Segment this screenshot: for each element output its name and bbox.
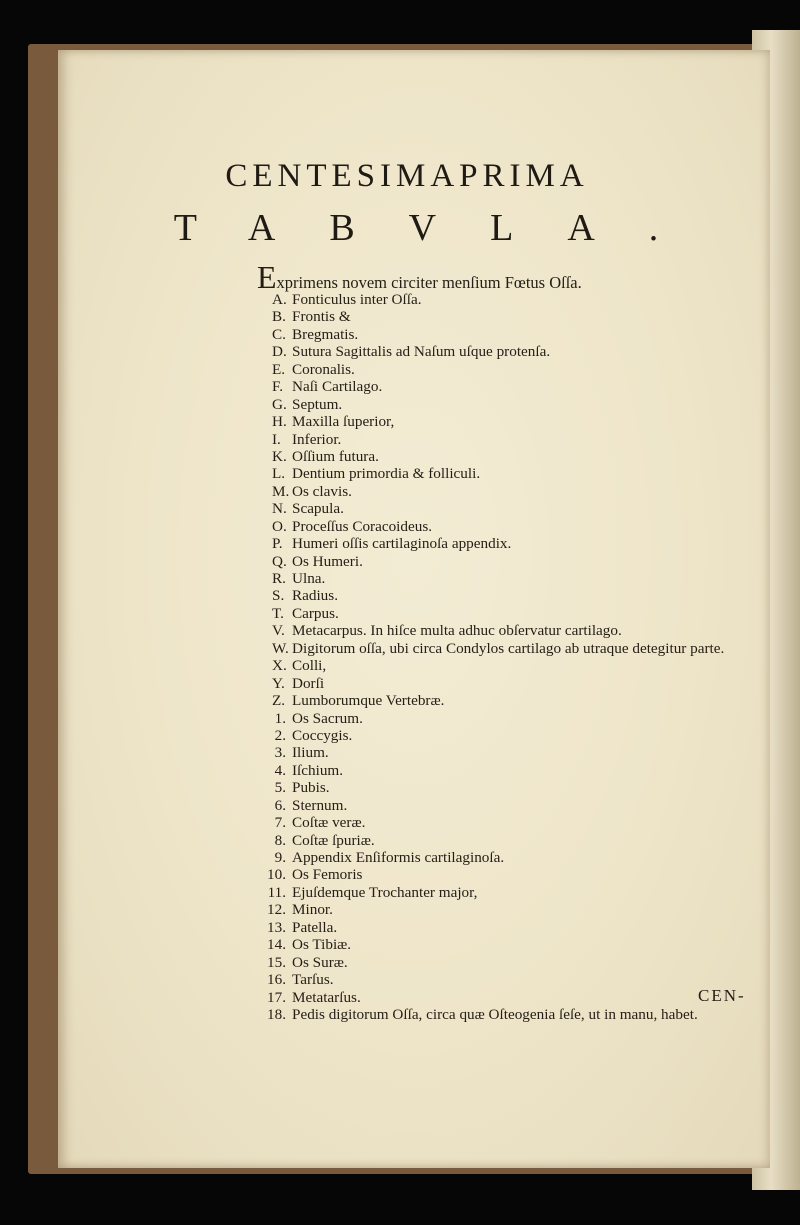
initial-letter: E <box>257 259 277 295</box>
legend-key: T. <box>272 604 284 622</box>
legend-text: Fonticulus inter Oſſa. <box>292 291 422 308</box>
legend-text: Coccygis. <box>292 726 353 744</box>
catchword: CEN- <box>698 986 746 1005</box>
legend-key: 4. <box>274 761 286 779</box>
legend-entry <box>258 640 724 657</box>
legend-entry <box>258 308 724 325</box>
legend-text: Scapula. <box>292 500 344 518</box>
legend-key: W. <box>272 639 289 657</box>
legend-key: 17. <box>267 988 286 1006</box>
legend-entry <box>258 832 724 849</box>
legend-text: Coſtæ ſpuriæ. <box>292 831 375 849</box>
legend-text: Patella. <box>292 918 338 936</box>
legend-key: 7. <box>274 814 286 832</box>
legend-key: 10. <box>267 866 286 884</box>
legend-entry <box>258 483 724 500</box>
legend-key: 8. <box>274 831 286 849</box>
legend-entry <box>258 657 724 674</box>
legend-entry <box>258 605 724 622</box>
legend-entry <box>258 954 724 971</box>
legend-entry <box>258 448 724 465</box>
legend-entry <box>258 901 724 918</box>
legend-entry <box>258 343 724 360</box>
legend-key: A. <box>272 291 287 308</box>
legend-key: F. <box>272 378 284 396</box>
legend-key: K. <box>272 447 287 465</box>
legend-text: Lumborumque Vertebræ. <box>292 692 445 710</box>
legend-key: Y. <box>272 674 285 692</box>
legend-entry <box>258 378 724 395</box>
legend-text: Os clavis. <box>292 482 352 500</box>
legend-entry <box>258 535 724 552</box>
legend-key: D. <box>272 343 287 361</box>
legend-text: Ulna. <box>292 570 326 587</box>
legend-text: Minor. <box>292 901 333 919</box>
legend-text: Sternum. <box>292 796 348 814</box>
plate-title: CENTESIMAPRIMA <box>225 158 589 194</box>
legend-entry <box>258 866 724 883</box>
legend-key: G. <box>272 395 287 413</box>
legend-text: Septum. <box>292 395 343 413</box>
plate-subtitle: TABVLA. <box>173 207 713 249</box>
legend-text: Ejuſdemque Trochanter major, <box>292 883 478 901</box>
legend-text: Digitorum oſſa, ubi circa Condylos cartilago ab utraque detegitur parte. <box>292 639 725 657</box>
legend-text: Colli, <box>292 657 327 675</box>
legend-key: C. <box>272 325 286 343</box>
legend-entry <box>258 989 724 1006</box>
legend-entry <box>258 936 724 953</box>
legend-entry <box>258 396 724 413</box>
legend-key: 16. <box>267 971 286 989</box>
legend-text: Coronalis. <box>292 360 355 378</box>
legend-text: Naſi Cartilago. <box>292 378 383 396</box>
legend-key: 18. <box>267 1005 286 1023</box>
legend-entry <box>258 779 724 796</box>
legend-text: Dorſi <box>292 674 325 692</box>
legend-key: 9. <box>274 849 286 866</box>
legend-entry <box>258 518 724 535</box>
legend-key: 11. <box>267 883 286 901</box>
legend-text: Frontis & <box>292 308 351 326</box>
legend-text: Os Tibiæ. <box>292 936 352 954</box>
legend-text: Iſchium. <box>292 761 344 779</box>
legend-text: Tarſus. <box>292 971 334 989</box>
legend-entry <box>258 465 724 482</box>
legend-key: B. <box>272 308 286 326</box>
legend-list <box>258 291 724 1023</box>
legend-text: Os Sacrum. <box>292 709 363 727</box>
legend-key: E. <box>272 360 286 378</box>
legend-text: Ilium. <box>292 744 329 762</box>
legend-key: P. <box>272 535 283 553</box>
legend-text: Pubis. <box>292 779 330 797</box>
legend-key: Q. <box>272 552 287 570</box>
legend-entry <box>258 361 724 378</box>
legend-text: Dentium primordia & folliculi. <box>292 465 481 483</box>
legend-text: Bregmatis. <box>292 325 359 343</box>
legend-key: 12. <box>267 901 286 919</box>
legend-key: L. <box>272 465 286 483</box>
legend-key: Z. <box>272 692 286 710</box>
legend-text: Carpus. <box>292 604 339 622</box>
legend-text: Os Femoris <box>292 866 363 884</box>
legend-text: Metatarſus. <box>292 988 361 1006</box>
legend-entry <box>258 622 724 639</box>
legend-entry <box>258 413 724 430</box>
legend-text: Appendix Enſiformis cartilaginoſa. <box>292 849 505 866</box>
legend-text: Humeri oſſis cartilaginoſa appendix. <box>292 535 512 553</box>
legend-key: V. <box>272 622 285 640</box>
legend-entry <box>258 919 724 936</box>
legend-key: R. <box>272 570 286 587</box>
legend-key: 15. <box>267 953 286 971</box>
legend-key: O. <box>272 517 287 535</box>
legend-text: Metacarpus. In hiſce multa adhuc obſervatur cartilago. <box>292 622 622 640</box>
legend-key: S. <box>272 587 285 605</box>
legend-text: Sutura Sagittalis ad Naſum uſque protenſa. <box>292 343 551 361</box>
legend-entry <box>258 570 724 587</box>
legend-text: Os Humeri. <box>292 552 363 570</box>
legend-text: Oſſium futura. <box>292 447 379 465</box>
legend-entry <box>258 744 724 761</box>
legend-key: M. <box>272 482 290 500</box>
legend-text: Proceſſus Coracoideus. <box>292 517 433 535</box>
legend-entry <box>258 762 724 779</box>
legend-text: Pedis digitorum Oſſa, circa quæ Oſteogenia ſeſe, ut in manu, habet. <box>292 1005 698 1023</box>
legend-key: N. <box>272 500 287 518</box>
legend-entry <box>258 500 724 517</box>
legend-key: 5. <box>274 779 286 797</box>
legend-key: I. <box>272 430 281 448</box>
legend-key: 13. <box>267 918 286 936</box>
legend-entry <box>258 849 724 866</box>
legend-entry <box>258 675 724 692</box>
legend-text: Inferior. <box>292 430 342 448</box>
description-text: xprimens novem circiter menſium Fœtus Oſſa. <box>276 273 582 292</box>
legend-entry <box>258 727 724 744</box>
legend-text: Radius. <box>292 587 338 605</box>
legend-key: H. <box>272 413 287 431</box>
legend-key: 2. <box>274 726 286 744</box>
legend-entry <box>258 553 724 570</box>
legend-entry <box>258 797 724 814</box>
legend-text: Os Suræ. <box>292 953 348 971</box>
legend-entry <box>258 326 724 343</box>
legend-key: 14. <box>267 936 286 954</box>
legend-key: 6. <box>274 796 286 814</box>
legend-entry <box>258 587 724 604</box>
legend-key: 1. <box>274 709 286 727</box>
legend-key: X. <box>272 657 287 675</box>
legend-entry <box>258 1006 724 1023</box>
legend-entry <box>258 710 724 727</box>
legend-entry <box>258 291 724 308</box>
legend-entry <box>258 692 724 709</box>
legend-text: Coſtæ veræ. <box>292 814 366 832</box>
legend-entry <box>258 884 724 901</box>
plate-description <box>257 259 582 295</box>
legend-entry <box>258 971 724 988</box>
legend-entry <box>258 431 724 448</box>
legend-text: Maxilla ſuperior, <box>292 413 395 431</box>
legend-entry <box>258 814 724 831</box>
legend-key: 3. <box>274 744 286 762</box>
